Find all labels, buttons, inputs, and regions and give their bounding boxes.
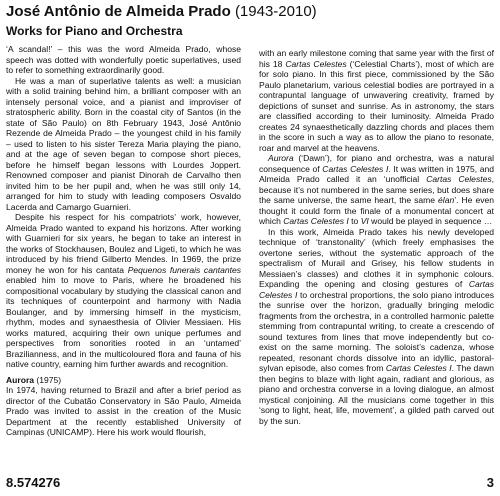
paragraph: Despite his respect for his compatriots’ work, however, Almeida Prado wanted to expand his horizons. After working with Guarnieri for six years, he began to take an interest in the works of Stockhausen, Boulez and Ligeti, to which he was introduced by his friend Gilberto Mendes. In 1969, the prize money he won for his cantata Pequenos funerais cantantes enabled him to move to Paris, where he broadened his compositional vocabulary by studying the classical canon and its techniques of counterpoint and harmony with Nadia Boulanger, and by immersing himself in the mysticism, rhythm, modes and synaesthesia of Olivier Messiaen. His works matured, acquiring their own unique perfumes and perspectives from sonorities rooted in an ‘untamed’ Brazilianness, and in the multicoloured flora and fauna of his native country, earning him further awards and recognition. — [6, 212, 241, 369]
work-title-italic: Cartas Celestes I — [283, 216, 349, 226]
section-title: Aurora — [6, 374, 35, 385]
composer-name: José Antônio de Almeida Prado — [6, 3, 231, 20]
section-year: (1975) — [36, 374, 62, 385]
paragraph: ‘A scandal!’ – this was the word Almeida Prado, whose speech was dotted with wonderfully poetic superlatives, used to refer to something extraordinarily good. — [6, 44, 241, 75]
paragraph: In 1974, having returned to Brazil and after a brief period as director of the Cubatão Conservatory in São Paulo, Almeida Prado was invited to assist in the creation of the Music Department at the recently established University of Campinas (UNICAMP). Here his work would flourish, — [6, 385, 241, 437]
page-header — [6, 3, 317, 39]
work-title-italic: Cartas Celestes — [285, 58, 347, 69]
work-title-italic: Cartas Celestes — [426, 174, 492, 184]
paragraph: He was a man of superlative talents as well: a musician with a solid training behind him, a brilliant composer with an intensely personal voice, and a pianist and improviser of stratospheric ability. Born in the coastal city of Santos (in the state of São Paulo) on 8th February 1943, José Antônio Rezende de Almeida Prado – the youngest child in his family – used to listen to his sister Tereza Maria playing the piano, and at the age of seven began to compose short pieces, before he himself began lessons with Lourdes Joppert. Renowned composer and pianist Dinorah de Carvalho then invited him to be her pupil and, when he was still only 14, arranged for him to study with leading composers Osvaldo Lacerda and Camargo Guarnieri. — [6, 75, 241, 212]
work-title: Works for Piano and Orchestra — [6, 24, 183, 38]
right-column — [259, 48, 494, 426]
work-title-italic: Cartas Celestes I — [259, 279, 494, 300]
work-title-italic: Cartas Celestes I — [385, 363, 452, 373]
composer-years: (1943-2010) — [234, 3, 317, 20]
section-heading — [6, 375, 241, 386]
work-title-italic: Cartas Celestes I — [322, 163, 389, 174]
catalog-number: 8.574276 — [6, 475, 61, 490]
left-column — [6, 44, 241, 438]
italic-word: élan — [438, 195, 455, 205]
page-number: 3 — [486, 475, 494, 490]
paragraph: In this work, Almeida Prado takes his newly developed technique of ‘transtonality’ (which freely emphasises the overtone series, without the systematic approach of the spectralism of Murail and Grisey, his fellow students in Messiaen’s classes) and clothes it in symphonic colours. Expanding the opening and closing gestures of Cartas Celestes I to orchestral proportions, the solo piano introduces the sunrise over the horizon, gradually bringing melodic fragments from the orchestra, in a controlled harmonic palette stemming from contrapuntal writing, to create a crescendo of sound textures from lines that move independently but co-exist on the same morning. The soloist’s cadenza, whose repeated, resonant chords dissolve into an idyllic, pastoral-sylvan episode, also comes from Cartas Celestes I. The dawn then begins to blaze with light again, radiant and glorious, as piano and orchestra converse in a loving dialogue, an almost mystical conjoining. All the musicians come together in this ‘song to light, heat, life, movement’, a gilded path carved out by the sun. — [259, 226, 494, 426]
paragraph: Aurora (‘Dawn’), for piano and orchestra, was a natural consequence of Cartas Celestes I. It was written in 1975, and Almeida Prado called it an ‘unofficial Cartas Celestes, because it’s not numbered in the same series, but does share the same universe, the same heart, the same élan’. He even thought it could form the finale of a monumental concert at which Cartas Celestes I to VI would be played in sequence … — [259, 153, 494, 226]
work-title-italic: VI — [360, 216, 369, 226]
paragraph: with an early milestone coming that same year with the first of his 18 Cartas Celestes (‘Celestial Charts’), most of which are for solo piano. In this first piece, commissioned by the São Paulo planetarium, various celestial bodies are portrayed in a contrapuntal language of unwavering creativity, framed by depictions of sunset and sunrise. As in astronomy, the stars are classified according to their luminosity. Almeida Prado creates 24 synaesthetically dazzling chords and places them in the score in such a way as to allow the piano to resonate, roar and marvel at the heavens. — [259, 48, 494, 153]
page-footer — [6, 475, 494, 489]
composer-heading — [6, 3, 317, 21]
work-title-italic: Pequenos funerais cantantes — [127, 264, 241, 275]
work-title-italic: Aurora — [268, 153, 294, 163]
